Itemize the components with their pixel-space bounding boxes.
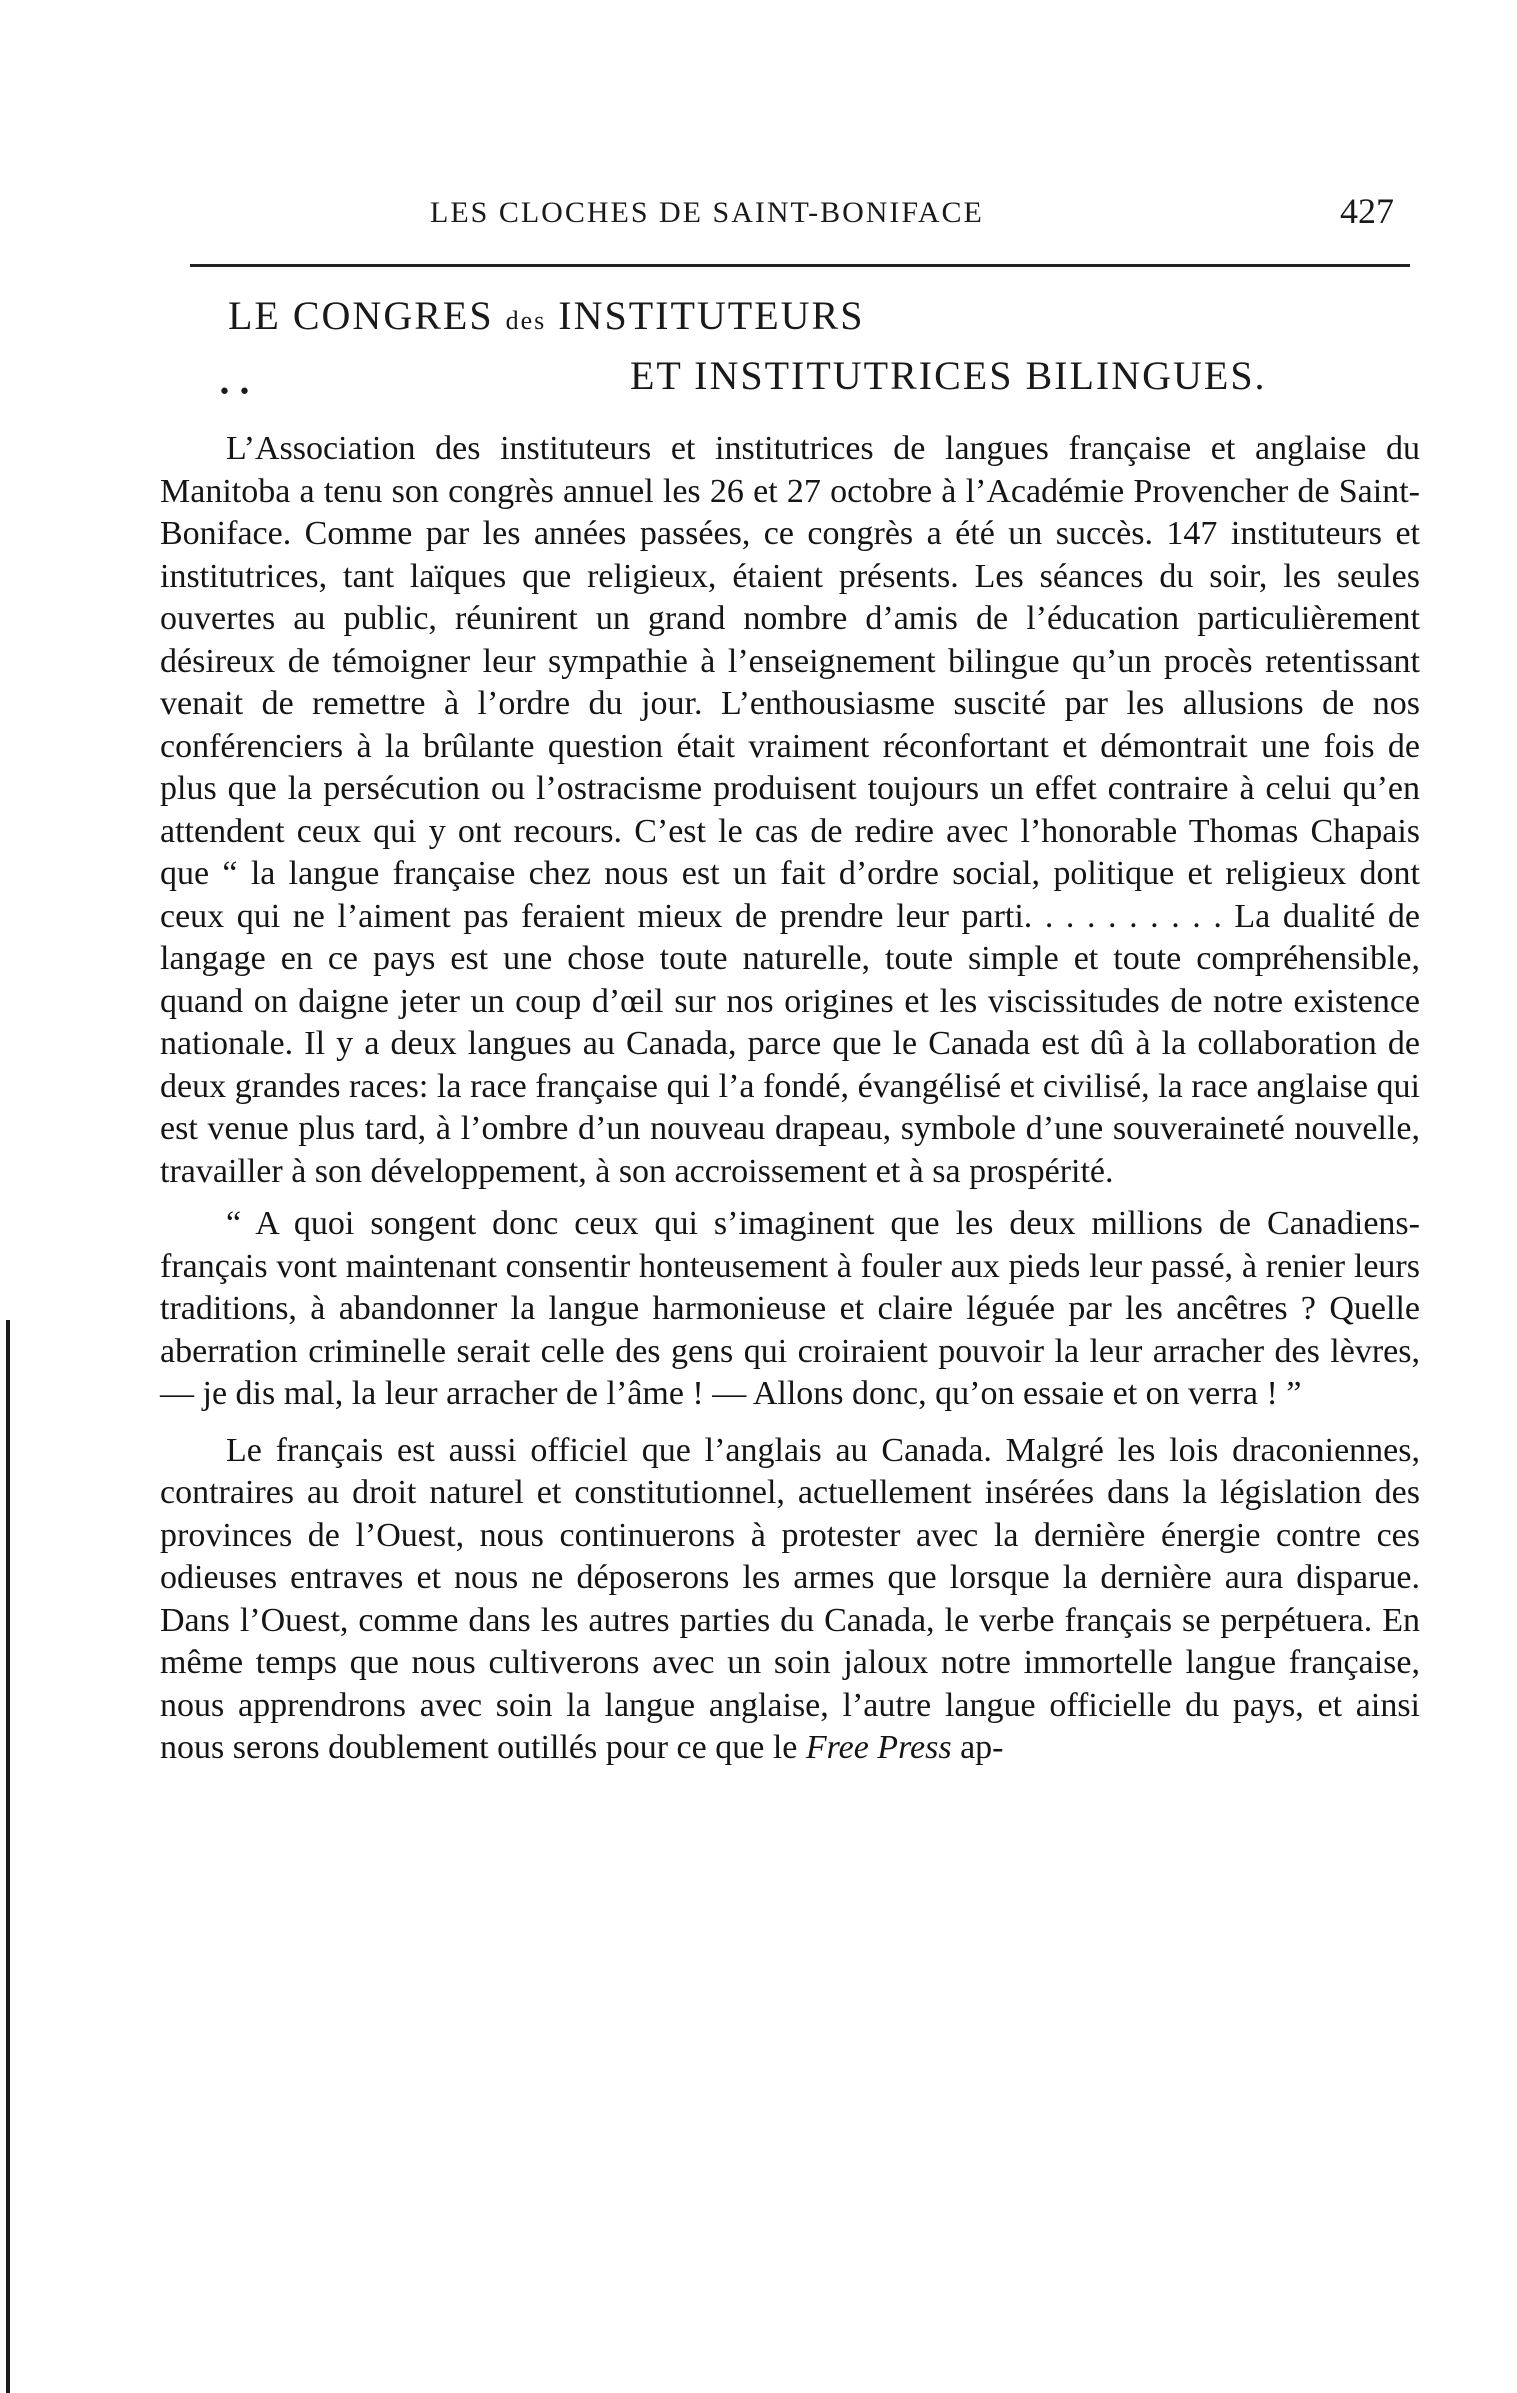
running-header: LES CLOCHES DE SAINT-BONIFACE [430,196,984,229]
header-rule [190,264,1410,267]
paragraph-2-quote: “ A quoi songent donc ceux qui s’imaginent que les deux millions de Canadiens-français vont maintenant consentir honteusement à fouler aux pieds leur passé, à renier leurs traditions, à abandonner la langue harmonieuse et claire léguée par les ancêtres ? Quelle aberration criminelle serait celle des gens qui croiraient pouvoir la leur arracher des lèvres, — je dis mal, la leur arracher de l’âme ! — Allons donc, qu’on essaie et on verra ! ” [160,1205,1420,1412]
title-part-1: LE CONGRES [228,293,494,338]
free-press-title: Free Press [805,1729,952,1766]
article-subtitle: ET INSTITUTRICES BILINGUES. [630,353,1267,398]
bullet-mark: • • [218,380,251,405]
paragraph-3 [160,1430,1420,1770]
title-small-word: des [505,306,547,335]
title-part-2: INSTITUTEURS [558,293,865,338]
article-body [160,428,1420,1770]
page-edge-shadow [6,1320,10,2393]
paragraph-1: L’Association des instituteurs et institutrices de langues française et anglaise du Manitoba a tenu son congrès annuel les 26 et 27 octobre à l’Académie Provencher de Saint-Boniface. Comme par les années passées, ce congrès a été un succès. 147 instituteurs et institutrices, tant laïques que religieux, étaient présents. Les séances du soir, les seules ouvertes au public, réunirent un grand nombre d’amis de l’éducation particulièrement désireux de témoigner leur sympathie à l’enseignement bilingue qu’un procès retentissant venait de remettre à l’ordre du jour. L’enthousiasme suscité par les allusions de nos conférenciers à la brûlante question était vraiment réconfortant et démontrait une fois de plus que la persécution ou l’ostracisme produisent toujours un effet contraire à celui qu’en attendent ceux qui y ont recours. C’est le cas de redire avec l’honorable Thomas Chapais que “ la langue française chez nous est un fait d’ordre social, politique et religieux dont ceux qui ne l’aiment pas feraient mieux de prendre leur parti. . . . . . . . . . La dualité de langage en ce pays est une chose toute naturelle, toute simple et toute compréhensible, quand on daigne jeter un coup d’œil sur nos origines et les viscissitudes de notre existence nationale. Il y a deux langues au Canada, parce que le Canada est dû à la collaboration de deux grandes races: la race française qui l’a fondé, évangélisé et civilisé, la race anglaise qui est venue plus tard, à l’ombre d’un nouveau drapeau, symbole d’une souveraineté nouvelle, travailler à son développement, à son accroissement et à sa prospérité. [160,430,1420,1190]
page-number: 427 [1340,191,1394,231]
article-title [228,292,864,339]
paragraph-3-text: Le français est aussi officiel que l’anglais au Canada. Malgré les lois draconiennes, contraires au droit naturel et constitutionnel, actuellement insérées dans la législation des provinces de l’Ouest, nous continuerons à protester avec la dernière énergie contre ces odieuses entraves et nous ne déposerons les armes que lorsque la dernière aura disparue. Dans l’Ouest, comme dans les autres parties du Canada, le verbe français se perpétuera. En même temps que nous cultiverons avec un soin jaloux notre immortelle langue française, nous apprendrons avec soin la langue anglaise, l’autre langue officielle du pays, et ainsi nous serons doublement outillés pour ce que le [160,1431,1420,1766]
paragraph-3-tail: ap- [951,1729,1004,1766]
